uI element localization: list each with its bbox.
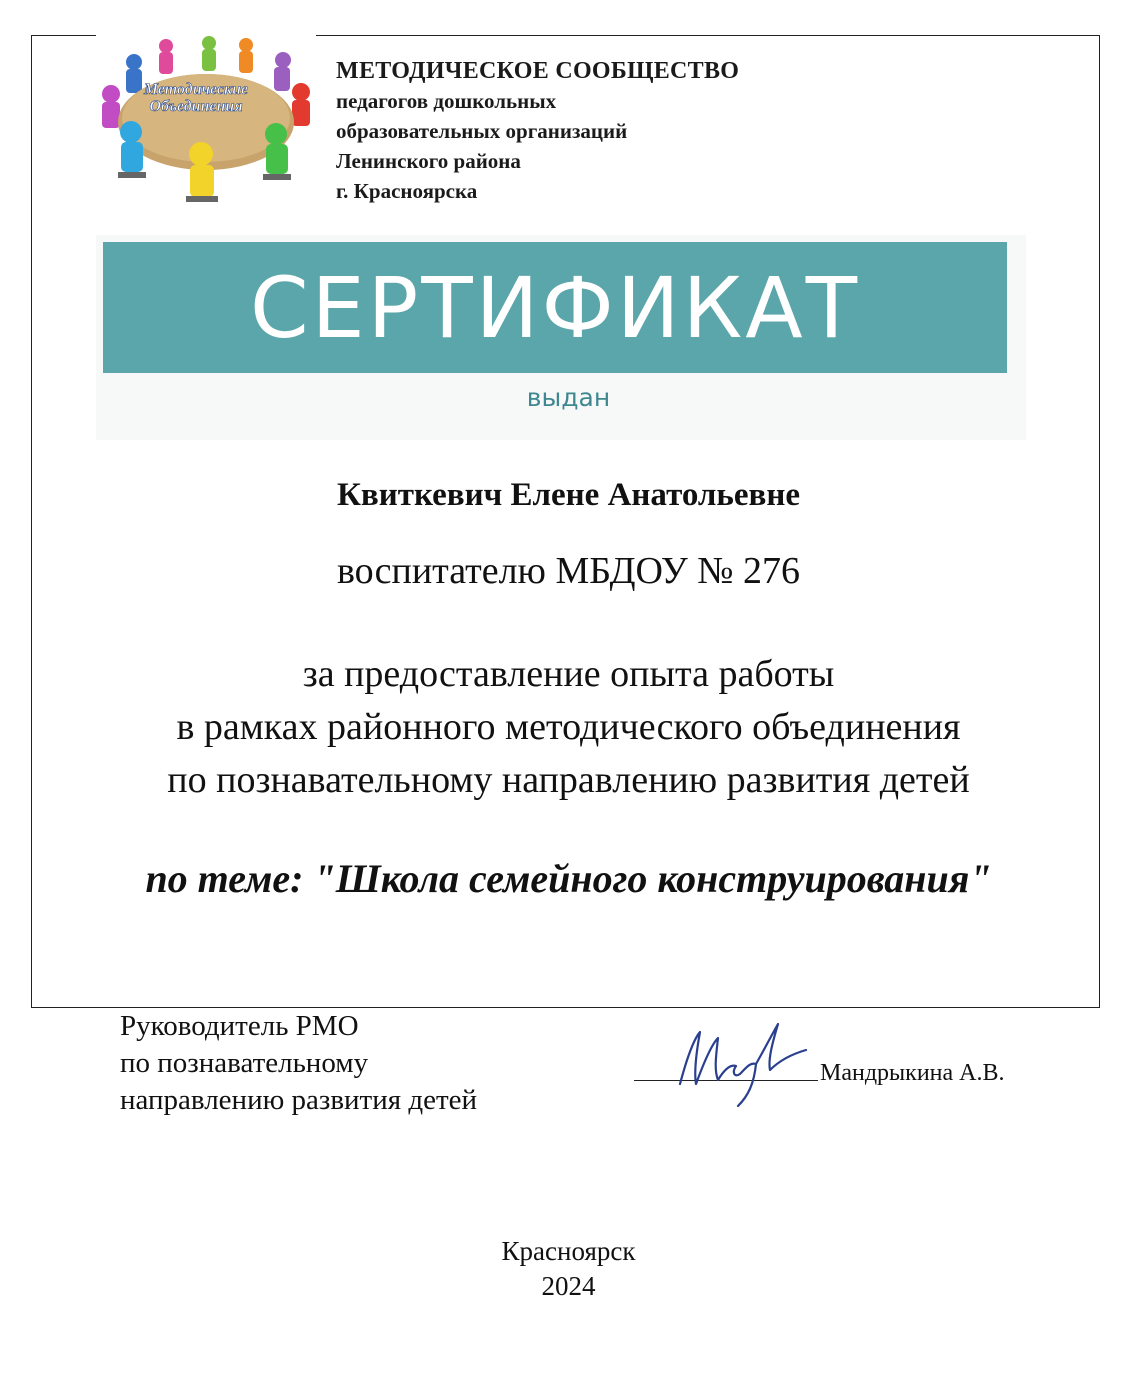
city: Красноярск: [501, 1236, 636, 1266]
signer-role-line-3: направлению развития детей: [120, 1084, 478, 1116]
handwritten-signature: [660, 1014, 810, 1114]
logo-text-line1: Методические: [143, 81, 249, 98]
signer-name: Мандрыкина А.В.: [820, 1060, 1005, 1086]
org-line-4: Ленинского района: [336, 149, 521, 173]
logo-text-line2: Объединения: [149, 98, 243, 115]
recipient-name: Квиткевич Елене Анатольевне: [336, 477, 800, 513]
year: 2024: [541, 1271, 596, 1301]
recipient-position: воспитателю МБДОУ № 276: [337, 550, 800, 592]
org-line-3: образовательных организаций: [336, 119, 628, 143]
methodical-unions-logo: [96, 34, 316, 206]
org-line-2: педагогов дошкольных: [336, 89, 557, 113]
certificate-banner: [103, 242, 1007, 373]
award-reason: [0, 648, 1137, 807]
topic: по теме: "Школа семейного конструирования": [145, 856, 992, 901]
signer-role: [120, 1008, 477, 1119]
certificate-title: СЕРТИФИКАТ: [249, 258, 861, 357]
reason-line-3: по познавательному направлению развития детей: [167, 759, 970, 801]
issued-label: выдан: [526, 383, 611, 412]
reason-line-1: за предоставление опыта работы: [302, 653, 835, 695]
org-line-1: МЕТОДИЧЕСКОЕ СООБЩЕСТВО: [336, 58, 740, 84]
org-line-5: г. Красноярска: [336, 179, 478, 203]
reason-line-2: в рамках районного методического объединения: [176, 706, 961, 748]
organization-header: [336, 56, 739, 206]
signer-role-line-2: по познавательному: [120, 1047, 369, 1079]
signer-role-line-1: Руководитель РМО: [120, 1010, 359, 1042]
